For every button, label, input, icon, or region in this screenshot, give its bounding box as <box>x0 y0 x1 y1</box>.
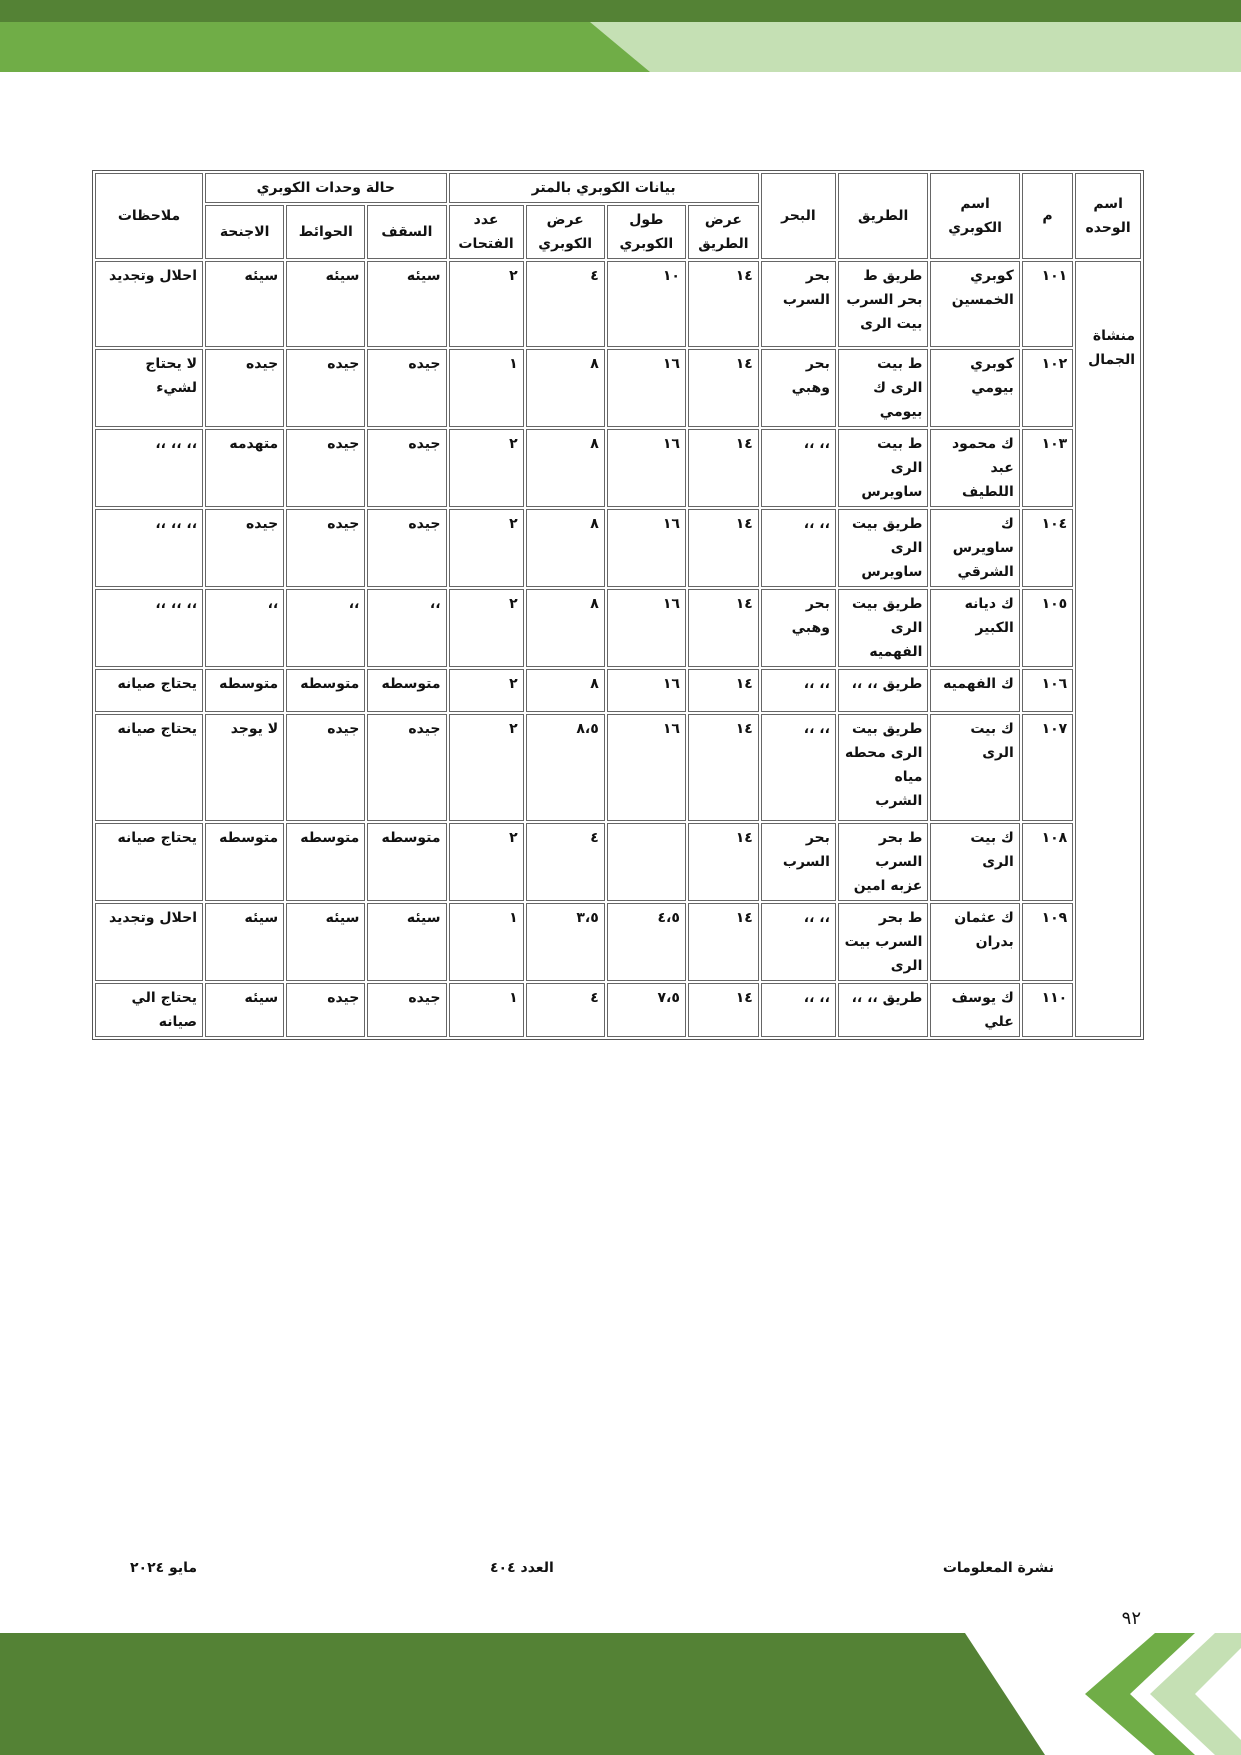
cell-roof: متوسطه <box>367 823 446 901</box>
cell-notes: يحتاج صيانه <box>95 669 203 712</box>
footer-issue: العدد ٤٠٤ <box>490 1560 554 1576</box>
cell-road: طريق ط بحر السرب بيت الرى <box>838 261 928 347</box>
cell-bridge-name: ك الفهميه <box>930 669 1019 712</box>
cell-index: ١١٠ <box>1022 983 1073 1037</box>
cell-bridge-width: ٤ <box>526 823 605 901</box>
header-road: الطريق <box>838 173 928 259</box>
cell-bridge-name: كوبري الخمسين <box>930 261 1019 347</box>
cell-walls: جيده <box>286 983 365 1037</box>
cell-wings: متهدمه <box>205 429 284 507</box>
cell-road: طريق بيت الرى ساويرس <box>838 509 928 587</box>
cell-bridge-name: كوبري بيومي <box>930 349 1019 427</box>
cell-road: طريق بيت الرى محطه مياه الشرب <box>838 714 928 821</box>
cell-openings: ١ <box>449 983 524 1037</box>
footer-publication: نشرة المعلومات <box>942 1560 1054 1576</box>
cell-walls: جيده <box>286 714 365 821</box>
cell-road-width: ١٤ <box>688 509 759 587</box>
cell-bridge-length: ١٦ <box>607 589 686 667</box>
cell-canal: ،، ،، <box>761 983 836 1037</box>
cell-notes: يحتاج صيانه <box>95 714 203 821</box>
cell-road-width: ١٤ <box>688 669 759 712</box>
table-row <box>95 903 1141 981</box>
top-banner-green <box>0 22 650 72</box>
cell-roof: سيئه <box>367 903 446 981</box>
cell-roof: ،، <box>367 589 446 667</box>
cell-canal: ،، ،، <box>761 429 836 507</box>
cell-canal: ،، ،، <box>761 669 836 712</box>
header-unit-name: اسم الوحده <box>1075 173 1141 259</box>
cell-bridge-name: ك ساويرس الشرقي <box>930 509 1019 587</box>
cell-roof: سيئه <box>367 261 446 347</box>
cell-walls: جيده <box>286 509 365 587</box>
cell-bridge-length: ٧،٥ <box>607 983 686 1037</box>
cell-openings: ٢ <box>449 429 524 507</box>
cell-road-width: ١٤ <box>688 429 759 507</box>
cell-walls: سيئه <box>286 261 365 347</box>
header-condition-group: حالة وحدات الكوبري <box>205 173 446 203</box>
cell-bridge-length: ١٠ <box>607 261 686 347</box>
header-bridge-width: عرض الكوبري <box>526 205 605 259</box>
cell-openings: ٢ <box>449 589 524 667</box>
cell-bridge-name: ك محمود عبد اللطيف <box>930 429 1019 507</box>
cell-notes: ،، ،، ،، <box>95 509 203 587</box>
header-roof: السقف <box>367 205 446 259</box>
cell-road: ط بيت الرى ساويرس <box>838 429 928 507</box>
cell-roof: جيده <box>367 429 446 507</box>
table-row <box>95 823 1141 901</box>
cell-roof: جيده <box>367 509 446 587</box>
header-road-width: عرض الطريق <box>688 205 759 259</box>
cell-walls: متوسطه <box>286 669 365 712</box>
cell-wings: جيده <box>205 509 284 587</box>
cell-walls: متوسطه <box>286 823 365 901</box>
cell-walls: جيده <box>286 349 365 427</box>
cell-bridge-name: ك ديانه الكبير <box>930 589 1019 667</box>
cell-notes: ،، ،، ،، <box>95 429 203 507</box>
cell-bridge-width: ٣،٥ <box>526 903 605 981</box>
cell-notes: لا يحتاج لشيء <box>95 349 203 427</box>
header-notes: ملاحظات <box>95 173 203 259</box>
cell-bridge-length: ١٦ <box>607 349 686 427</box>
footer-date: مايو ٢٠٢٤ <box>130 1560 198 1576</box>
table-row <box>95 983 1141 1037</box>
table-row <box>95 509 1141 587</box>
cell-roof: جيده <box>367 714 446 821</box>
cell-openings: ٢ <box>449 509 524 587</box>
table-row <box>95 261 1141 347</box>
top-banner-band <box>0 0 1241 22</box>
cell-wings: سيئه <box>205 983 284 1037</box>
cell-bridge-width: ٨ <box>526 669 605 712</box>
cell-road: ط بحر السرب عزبه امين <box>838 823 928 901</box>
cell-bridge-name: ك عثمان بدران <box>930 903 1019 981</box>
header-bridge-name: اسم الكوبري <box>930 173 1019 259</box>
cell-bridge-name: ك يوسف علي <box>930 983 1019 1037</box>
page-number: ٩٢ <box>1121 1608 1141 1629</box>
cell-canal: ،، ،، <box>761 509 836 587</box>
cell-notes: احلال وتجديد <box>95 903 203 981</box>
table-row <box>95 429 1141 507</box>
table-row <box>95 589 1141 667</box>
cell-bridge-length: ١٦ <box>607 669 686 712</box>
cell-unit-name: منشاة الجمال <box>1075 261 1141 1037</box>
cell-index: ١٠٦ <box>1022 669 1073 712</box>
cell-index: ١٠٤ <box>1022 509 1073 587</box>
cell-openings: ٢ <box>449 714 524 821</box>
cell-bridge-length: ١٦ <box>607 509 686 587</box>
cell-road-width: ١٤ <box>688 714 759 821</box>
cell-walls: ،، <box>286 589 365 667</box>
header-index: م <box>1022 173 1073 259</box>
cell-canal: بحر السرب <box>761 823 836 901</box>
header-walls: الحوائط <box>286 205 365 259</box>
cell-notes: ،، ،، ،، <box>95 589 203 667</box>
cell-wings: لا يوجد <box>205 714 284 821</box>
cell-bridge-width: ٨ <box>526 349 605 427</box>
cell-openings: ١ <box>449 349 524 427</box>
cell-wings: سيئه <box>205 261 284 347</box>
cell-openings: ٢ <box>449 823 524 901</box>
bridges-table-container <box>92 170 1144 1040</box>
cell-road: ط بحر السرب بيت الرى <box>838 903 928 981</box>
cell-notes: يحتاج الي صيانه <box>95 983 203 1037</box>
header-bridge-data-group: بيانات الكوبري بالمتر <box>449 173 759 203</box>
cell-bridge-length <box>607 823 686 901</box>
header-wings: الاجنحة <box>205 205 284 259</box>
bridges-table <box>92 170 1144 1040</box>
cell-openings: ١ <box>449 903 524 981</box>
cell-bridge-name: ك بيت الرى <box>930 714 1019 821</box>
cell-bridge-name: ك بيت الرى <box>930 823 1019 901</box>
cell-index: ١٠٢ <box>1022 349 1073 427</box>
cell-walls: جيده <box>286 429 365 507</box>
table-row <box>95 349 1141 427</box>
cell-bridge-width: ٤ <box>526 261 605 347</box>
cell-canal: ،، ،، <box>761 714 836 821</box>
cell-index: ١٠٩ <box>1022 903 1073 981</box>
cell-road-width: ١٤ <box>688 903 759 981</box>
cell-road-width: ١٤ <box>688 589 759 667</box>
cell-wings: ،، <box>205 589 284 667</box>
cell-road: طريق ،، ،، <box>838 983 928 1037</box>
cell-walls: سيئه <box>286 903 365 981</box>
cell-openings: ٢ <box>449 261 524 347</box>
table-body <box>95 261 1141 1037</box>
cell-bridge-length: ١٦ <box>607 429 686 507</box>
cell-openings: ٢ <box>449 669 524 712</box>
header-canal: البحر <box>761 173 836 259</box>
cell-road-width: ١٤ <box>688 983 759 1037</box>
cell-bridge-width: ٨ <box>526 429 605 507</box>
cell-bridge-width: ٨ <box>526 589 605 667</box>
cell-index: ١٠٥ <box>1022 589 1073 667</box>
cell-notes: احلال وتجديد <box>95 261 203 347</box>
cell-road-width: ١٤ <box>688 261 759 347</box>
cell-roof: جيده <box>367 983 446 1037</box>
cell-road-width: ١٤ <box>688 823 759 901</box>
table-header <box>95 173 1141 259</box>
cell-road: طريق ،، ،، <box>838 669 928 712</box>
cell-canal: بحر السرب <box>761 261 836 347</box>
cell-bridge-width: ٨،٥ <box>526 714 605 821</box>
cell-index: ١٠١ <box>1022 261 1073 347</box>
cell-index: ١٠٨ <box>1022 823 1073 901</box>
table-row <box>95 669 1141 712</box>
cell-roof: متوسطه <box>367 669 446 712</box>
cell-wings: متوسطه <box>205 823 284 901</box>
cell-bridge-width: ٤ <box>526 983 605 1037</box>
cell-bridge-length: ٤،٥ <box>607 903 686 981</box>
cell-road-width: ١٤ <box>688 349 759 427</box>
cell-bridge-length: ١٦ <box>607 714 686 821</box>
cell-index: ١٠٧ <box>1022 714 1073 821</box>
cell-canal: ،، ،، <box>761 903 836 981</box>
header-openings: عدد الفتحات <box>449 205 524 259</box>
cell-road: ط بيت الرى ك بيومي <box>838 349 928 427</box>
cell-road: طريق بيت الرى الفهميه <box>838 589 928 667</box>
cell-canal: بحر وهبي <box>761 589 836 667</box>
table-row <box>95 714 1141 821</box>
header-bridge-length: طول الكوبري <box>607 205 686 259</box>
cell-wings: متوسطه <box>205 669 284 712</box>
cell-notes: يحتاج صيانه <box>95 823 203 901</box>
cell-roof: جيده <box>367 349 446 427</box>
cell-canal: بحر وهبي <box>761 349 836 427</box>
cell-index: ١٠٣ <box>1022 429 1073 507</box>
cell-wings: سيئه <box>205 903 284 981</box>
cell-wings: جيده <box>205 349 284 427</box>
cell-bridge-width: ٨ <box>526 509 605 587</box>
